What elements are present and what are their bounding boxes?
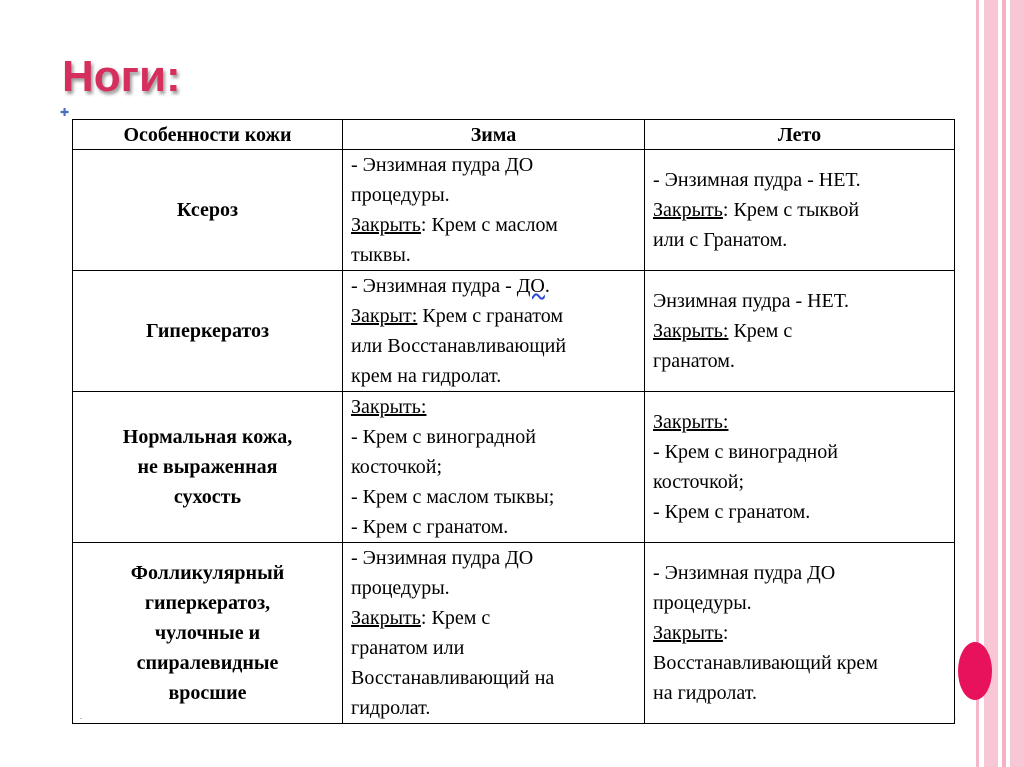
header-features: Особенности кожи bbox=[73, 120, 343, 150]
underlined-text: Закрыть bbox=[351, 607, 421, 629]
cell-line: чулочные и bbox=[154, 622, 261, 644]
table-row bbox=[73, 271, 955, 392]
cell-line: - Крем с гранатом. bbox=[351, 516, 509, 538]
cell-line: процедуры. bbox=[351, 577, 450, 599]
feature-cell bbox=[73, 150, 343, 271]
underlined-text: Закрыть: bbox=[653, 411, 729, 433]
summer-cell bbox=[645, 271, 955, 392]
table-header-row bbox=[73, 120, 955, 150]
cell-line: - Энзимная пудра ДО bbox=[653, 562, 836, 584]
table-row bbox=[73, 150, 955, 271]
text-segment: : Крем с тыквой bbox=[722, 199, 860, 221]
text-segment: - Энзимная пудра - bbox=[351, 275, 517, 297]
cell-line bbox=[653, 407, 946, 437]
underlined-text: Закрыть bbox=[653, 622, 723, 644]
cell-line: или Восстанавливающий bbox=[351, 335, 567, 357]
header-winter: Зима bbox=[343, 120, 645, 150]
slide-title: Ноги: bbox=[62, 52, 181, 101]
cell-line: гранатом. bbox=[653, 350, 735, 372]
cell-line: Энзимная пудра - НЕТ. bbox=[653, 290, 849, 312]
cell-line: тыквы. bbox=[351, 244, 411, 266]
cell-line: - Энзимная пудра ДО bbox=[351, 547, 534, 569]
header-summer: Лето bbox=[645, 120, 955, 150]
text-segment: Крем с гранатом bbox=[417, 305, 564, 327]
cell-line: процедуры. bbox=[653, 592, 752, 614]
underlined-text: Закрыт: bbox=[351, 305, 418, 327]
summer-cell bbox=[645, 392, 955, 543]
feature-cell bbox=[73, 392, 343, 543]
cell-line: - Крем с виноградной bbox=[653, 441, 838, 463]
winter-cell bbox=[343, 150, 645, 271]
cell-line bbox=[653, 618, 946, 648]
stripe bbox=[1002, 0, 1006, 767]
care-table bbox=[72, 119, 955, 724]
cell-line: гранатом или bbox=[351, 637, 465, 659]
cell-line: - Крем с виноградной bbox=[351, 426, 536, 448]
feature-cell bbox=[73, 543, 343, 724]
cell-line bbox=[351, 392, 636, 422]
cell-line: Ксероз bbox=[176, 199, 239, 221]
text-segment: . bbox=[544, 275, 550, 297]
cell-line: Восстанавливающий крем bbox=[653, 652, 878, 674]
text-segment: : Крем с bbox=[420, 607, 491, 629]
winter-cell bbox=[343, 392, 645, 543]
underlined-text: Закрыть bbox=[653, 199, 723, 221]
summer-cell bbox=[645, 150, 955, 271]
underlined-text: Закрыть bbox=[351, 214, 421, 236]
underlined-text: Закрыть: bbox=[653, 320, 729, 342]
cell-line: - Энзимная пудра ДО bbox=[351, 154, 534, 176]
cell-line: сухость bbox=[173, 486, 242, 508]
corner-mark: . bbox=[954, 712, 956, 721]
corner-mark: . bbox=[80, 712, 82, 721]
cell-line: - Энзимная пудра - НЕТ. bbox=[653, 169, 861, 191]
cell-line bbox=[351, 603, 636, 633]
cell-line bbox=[351, 301, 636, 331]
cell-line: косточкой; bbox=[653, 471, 745, 493]
table-move-handle-icon[interactable]: ✚ bbox=[60, 106, 70, 119]
cell-line: - Крем с маслом тыквы; bbox=[351, 486, 555, 508]
text-segment: : Крем с маслом bbox=[420, 214, 558, 236]
cell-line: косточкой; bbox=[351, 456, 443, 478]
table-row bbox=[73, 392, 955, 543]
cell-line bbox=[351, 210, 636, 240]
cell-line: вросшие bbox=[168, 682, 247, 704]
text-segment: : bbox=[722, 622, 729, 644]
cell-line bbox=[653, 195, 946, 225]
table-row bbox=[73, 543, 955, 724]
stripe bbox=[1010, 0, 1024, 767]
cell-line: Фолликулярный bbox=[130, 562, 285, 584]
cell-line: гидролат. bbox=[351, 697, 431, 719]
feature-cell bbox=[73, 271, 343, 392]
cell-line: крем на гидролат. bbox=[351, 365, 502, 387]
cell-line: гиперкератоз, bbox=[144, 592, 271, 614]
summer-cell bbox=[645, 543, 955, 724]
cell-line: или с Гранатом. bbox=[653, 229, 788, 251]
cell-line: Гиперкератоз bbox=[145, 320, 270, 342]
cell-line: Восстанавливающий на bbox=[351, 667, 555, 689]
cell-line: на гидролат. bbox=[653, 682, 757, 704]
cell-line: Нормальная кожа, bbox=[122, 426, 293, 448]
underlined-text: Закрыть: bbox=[351, 396, 427, 418]
winter-cell bbox=[343, 271, 645, 392]
cell-line bbox=[351, 271, 636, 301]
cell-line: процедуры. bbox=[351, 184, 450, 206]
cell-line: - Крем с гранатом. bbox=[653, 501, 811, 523]
winter-cell bbox=[343, 543, 645, 724]
cell-line bbox=[653, 316, 946, 346]
cell-line: спиралевидные bbox=[136, 652, 279, 674]
decorative-circle bbox=[958, 642, 992, 700]
text-segment: ДО bbox=[516, 275, 545, 297]
cell-line: не выраженная bbox=[137, 456, 278, 478]
text-segment: Крем с bbox=[728, 320, 793, 342]
